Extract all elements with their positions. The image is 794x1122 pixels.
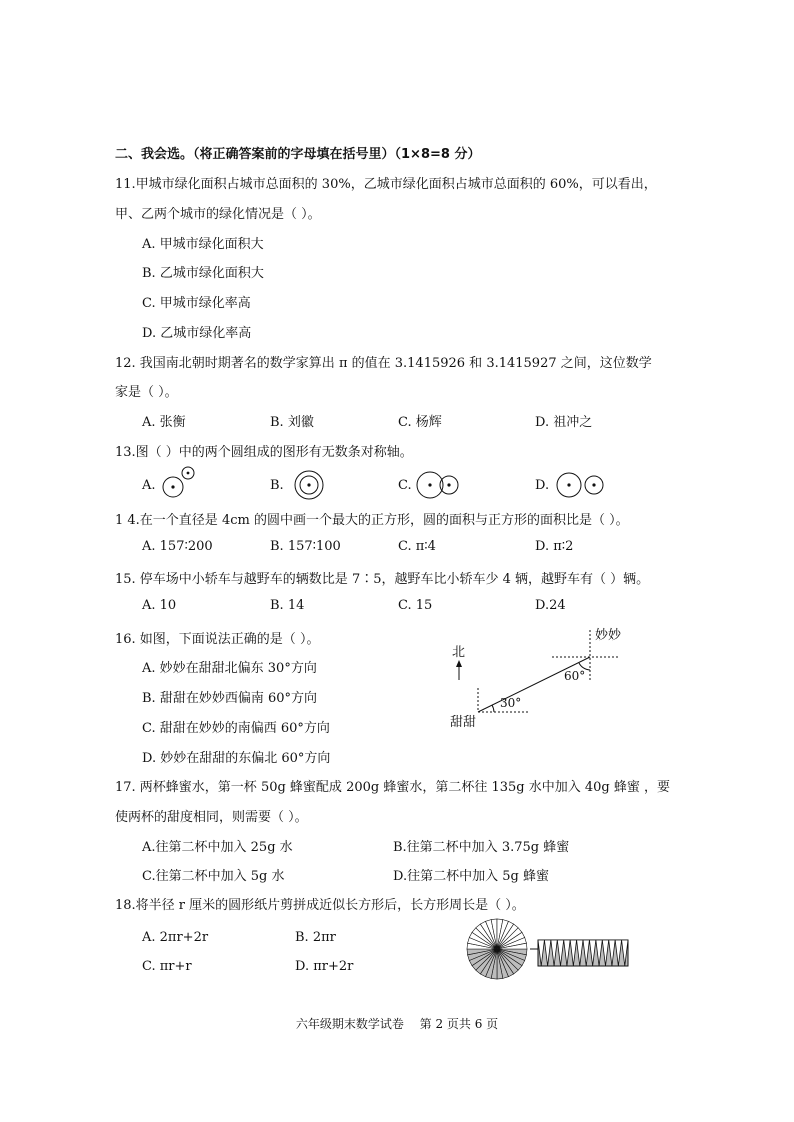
q13-figure-c <box>415 468 461 502</box>
q13-figure-b <box>292 468 326 502</box>
q11-text-line1: 11.甲城市绿化面积占城市总面积的 30%，乙城市绿化面积占城市总面积的 60%，可以看出， <box>115 177 657 192</box>
q11-text-line2: 甲、乙两个城市的绿化情况是（ ）。 <box>115 207 321 222</box>
q13-figure-a <box>158 465 198 500</box>
q15-text: 15. 停车场中小轿车与越野车的辆数比是 7∶5，越野车比小轿车少 4 辆，越野车有（ ）辆。 <box>115 572 650 587</box>
q17-option-a: A.往第二杯中加入 25g 水 <box>142 840 293 855</box>
north-label: 北 <box>452 645 466 660</box>
q12-text-line2: 家是（ ）。 <box>115 385 178 400</box>
q12-option-d: D. 祖冲之 <box>535 415 593 430</box>
q18-option-d: D. πr+2r <box>295 959 354 974</box>
q18-option-a: A. 2πr+2r <box>142 930 209 945</box>
q15-option-a: A. 10 <box>142 598 177 613</box>
sector-wheel <box>467 919 527 979</box>
q15-option-b: B. 14 <box>270 598 305 613</box>
angle-top-label: 60° <box>564 669 586 683</box>
q14-option-d: D. π∶2 <box>535 539 574 554</box>
q13-option-c: C. <box>398 478 412 493</box>
q13-option-a: A. <box>142 478 156 493</box>
q11-option-a: A. 甲城市绿化面积大 <box>142 237 264 252</box>
q15-option-c: C. 15 <box>398 598 433 613</box>
angle-bottom-label: 30° <box>500 696 522 710</box>
q16-direction-figure <box>440 620 640 740</box>
q17-option-d: D.往第二杯中加入 5g 蜂蜜 <box>393 869 549 884</box>
q13-option-d: D. <box>535 478 550 493</box>
q16-option-a: A. 妙妙在甜甜北偏东 30°方向 <box>142 661 317 676</box>
q11-option-d: D. 乙城市绿化率高 <box>142 326 252 341</box>
footer-title: 六年级期末数学试卷 <box>295 1017 404 1031</box>
q17-option-c: C.往第二杯中加入 5g 水 <box>142 869 285 884</box>
q11-option-c: C. 甲城市绿化率高 <box>142 296 251 311</box>
q13-option-b: B. <box>270 478 284 493</box>
q13-figure-d <box>555 470 607 502</box>
q18-text: 18.将半径 r 厘米的圆形纸片剪拼成近似长方形后，长方形周长是（ ）。 <box>115 898 525 913</box>
miaomiao-label: 妙妙 <box>595 628 622 643</box>
q14-option-a: A. 157∶200 <box>142 539 213 554</box>
q16-option-c: C. 甜甜在妙妙的南偏西 60°方向 <box>142 721 330 736</box>
q12-text-line1: 12. 我国南北朝时期著名的数学家算出 π 的值在 3.1415926 和 3.1415927 之间，这位数学 <box>115 356 652 371</box>
q16-option-b: B. 甜甜在妙妙西偏南 60°方向 <box>142 691 317 706</box>
q12-option-a: A. 张衡 <box>142 415 186 430</box>
q18-option-c: C. πr+r <box>142 959 192 974</box>
footer-page-number: 第 2 页共 6 页 <box>419 1017 499 1031</box>
q12-option-b: B. 刘徽 <box>270 415 314 430</box>
q11-option-b: B. 乙城市绿化面积大 <box>142 266 264 281</box>
q13-text: 13.图（ ）中的两个圆组成的图形有无数条对称轴。 <box>115 445 413 460</box>
q17-text-line1: 17. 两杯蜂蜜水，第一杯 50g 蜂蜜配成 200g 蜂蜜水，第二杯往 135g 水中加入 40g 蜂蜜 ，要 <box>115 780 670 795</box>
q12-option-c: C. 杨辉 <box>398 415 442 430</box>
q17-text-line2: 使两杯的甜度相同，则需要（ ）。 <box>115 810 308 825</box>
north-arrow-icon <box>456 660 462 667</box>
tiantian-label: 甜甜 <box>450 715 477 730</box>
section-title: 二、我会选。（将正确答案前的字母填在括号里）（1×8=8 分） <box>115 147 481 162</box>
page-footer <box>0 1015 794 1032</box>
q18-circle-to-rectangle-figure <box>466 918 636 980</box>
q16-text: 16. 如图，下面说法正确的是（ ）。 <box>115 632 320 647</box>
q15-option-d: D.24 <box>535 598 566 613</box>
q18-option-b: B. 2πr <box>295 930 336 945</box>
approx-rectangle <box>538 940 628 966</box>
q14-option-c: C. π∶4 <box>398 539 436 554</box>
q17-option-b: B.往第二杯中加入 3.75g 蜂蜜 <box>393 840 570 855</box>
q14-option-b: B. 157∶100 <box>270 539 341 554</box>
q14-text: 1 4.在一个直径是 4cm 的圆中画一个最大的正方形，圆的面积与正方形的面积比是（ ）。 <box>115 513 629 528</box>
q16-option-d: D. 妙妙在甜甜的东偏北 60°方向 <box>142 751 331 766</box>
